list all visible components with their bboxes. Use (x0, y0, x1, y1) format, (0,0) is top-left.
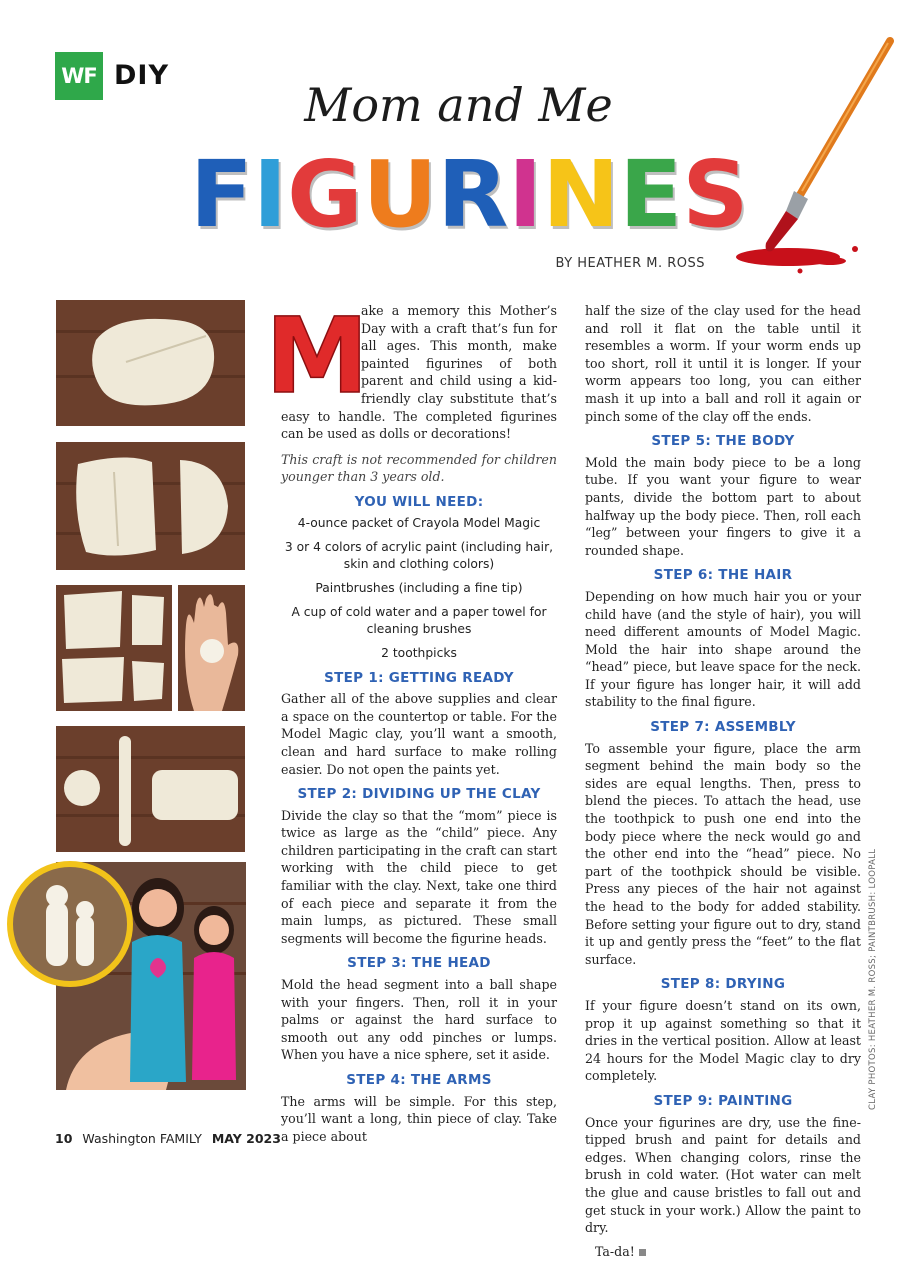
clay-shapes-photo (56, 726, 245, 852)
clay-halves-photo (56, 442, 245, 570)
finished-figurines-photo (6, 862, 246, 1090)
byline: BY HEATHER M. ROSS (555, 256, 705, 271)
step-text: Mold the head segment into a ball shape with your fingers. Then, roll it in your palms or against the hard surface to smooth out any odd pinches or lumps. When you have a nice sphere, set it aside. (281, 977, 557, 1063)
paintbrush-icon (730, 35, 900, 275)
photo-credit: CLAY PHOTOS: HEATHER M. ROSS; PAINTBRUSH: LOOPALL (868, 848, 878, 1110)
title-letter: I (508, 141, 543, 248)
step-heading: STEP 3: THE HEAD (347, 955, 491, 972)
step-text: Mold the main body piece to be a long tube. If you want your figure to wear pants, divide the bottom part to about halfway up the body piece. Then, roll each “leg” between your fingers to give it a rounded shape. (585, 454, 861, 558)
step-text: Depending on how much hair you or your child have (and the style of hair), you will need different amounts of Model Magic. Mold the hair into shape around the “head” piece, but leave space for the neck. If your figure has longer hair, it will add stability to the final figure. (585, 588, 861, 710)
list-item: 3 or 4 colors of acrylic paint (including hair, skin and clothing colors) (284, 539, 554, 571)
clay-pieces-photo (56, 585, 172, 711)
step-heading: STEP 1: GETTING READY (324, 669, 514, 686)
step-heading: STEP 9: PAINTING (653, 1092, 793, 1109)
list-item: A cup of cold water and a paper towel for cleaning brushes (291, 604, 547, 636)
title-letter: S (682, 141, 749, 248)
title-main (190, 140, 749, 250)
age-note: This craft is not recommended for children younger than 3 years old. (281, 451, 557, 485)
page-number: 10 (55, 1131, 73, 1146)
article-column-2 (585, 302, 861, 1266)
step-heading: STEP 4: THE ARMS (346, 1072, 492, 1088)
title-letter: N (542, 141, 620, 248)
issue-date: MAY 2023 (211, 1131, 281, 1146)
step-text: Gather all of the above supplies and clear a space on the countertop or table. For the Model Magic clay, you’ll want a smooth, clean and hard surface to make rolling easier. Do not open the paints yet. (281, 691, 557, 777)
step-heading: STEP 2: DIVIDING UP THE CLAY (297, 786, 541, 803)
intro-block (265, 295, 557, 443)
svg-text:M: M (265, 295, 369, 417)
step-heading: STEP 6: THE HAIR (653, 567, 793, 584)
list-item: 4-ounce packet of Crayola Model Magic (297, 515, 541, 530)
title-letter: I (252, 141, 288, 248)
title-letter: U (362, 141, 438, 248)
section-label: DIY (114, 60, 170, 91)
step-text: half the size of the clay used for the head and roll it flat on the table until it resembles a worm. If your worm ends up too short, roll it until it is longer. If your worm appears too long, you can either mash it up into a ball and roll it again or pinch some of the clay off the ends. (585, 303, 861, 424)
step-heading: STEP 8: DRYING (660, 976, 786, 993)
step-text: Once your figurines are dry, use the fine-tipped brush and paint for details and edges. When changing colors, rinse the brush in cold water. (Hot water can melt the glue and cause bristles to fall out and get stuck in your work.) Allow the paint to dry. (585, 1114, 861, 1236)
page-footer (55, 1131, 281, 1146)
title-letter: E (619, 141, 683, 248)
step-text: Divide the clay so that the “mom” piece is twice as large as the “child” piece. Any children participating in the craft can start working with the child piece to get familiar with the clay. Next, take one third of each piece and separate it from the main lumps, as pictured. These small segments will become the figurine heads. (281, 807, 557, 946)
wf-logo: WF (55, 52, 103, 100)
supplies-heading: YOU WILL NEED: (354, 493, 484, 510)
step-text: The arms will be simple. For this step, you’ll want a long, thin piece of clay. Take a piece about (281, 1093, 557, 1144)
publication-name: Washington FAMILY (82, 1131, 202, 1146)
closing-line (585, 1243, 861, 1261)
title-letter: F (190, 141, 253, 248)
step-heading: STEP 5: THE BODY (651, 433, 795, 450)
title-line1: Mom and Me (304, 78, 613, 132)
intro-paragraph: ake a memory this Mother’s Day with a craft that’s fun for all ages. This month, make painted figurines of both parent and child using a kid-friendly clay substitute that’s easy to handle. The completed figurines can be used as dolls or decorations! (281, 303, 557, 442)
title-letter: G (287, 141, 363, 248)
step-text: If your figure doesn’t stand on its own, prop it up against something so that it dries in the vertical position. Allow at least 24 hours for the Model Magic clay to dry completely. (585, 997, 861, 1084)
clay-ball-in-hand-photo (178, 585, 245, 711)
clay-slab-photo (56, 300, 245, 426)
drop-cap (265, 295, 369, 417)
list-item: 2 toothpicks (381, 645, 457, 660)
title-letter: R (437, 141, 509, 248)
step-text: To assemble your figure, place the arm segment behind the main body so the sides are equal lengths. Then, press to blend the pieces. To attach the head, use the toothpick to push one end into the body piece where the neck would go and the other end into the “head” piece. No part of the toothpick should be visible. Press any pieces of the hair not against the head to the body for added stability. Before setting your figure out to dry, stand it up and gently press the “feet” to the flat surface. (585, 740, 861, 967)
supplies-list (281, 515, 557, 662)
list-item: Paintbrushes (including a fine tip) (315, 580, 523, 595)
step-heading: STEP 7: ASSEMBLY (650, 719, 796, 736)
end-mark-icon (639, 1249, 646, 1256)
article-column-1 (265, 295, 557, 1151)
closing-text: Ta-da! (595, 1243, 635, 1259)
